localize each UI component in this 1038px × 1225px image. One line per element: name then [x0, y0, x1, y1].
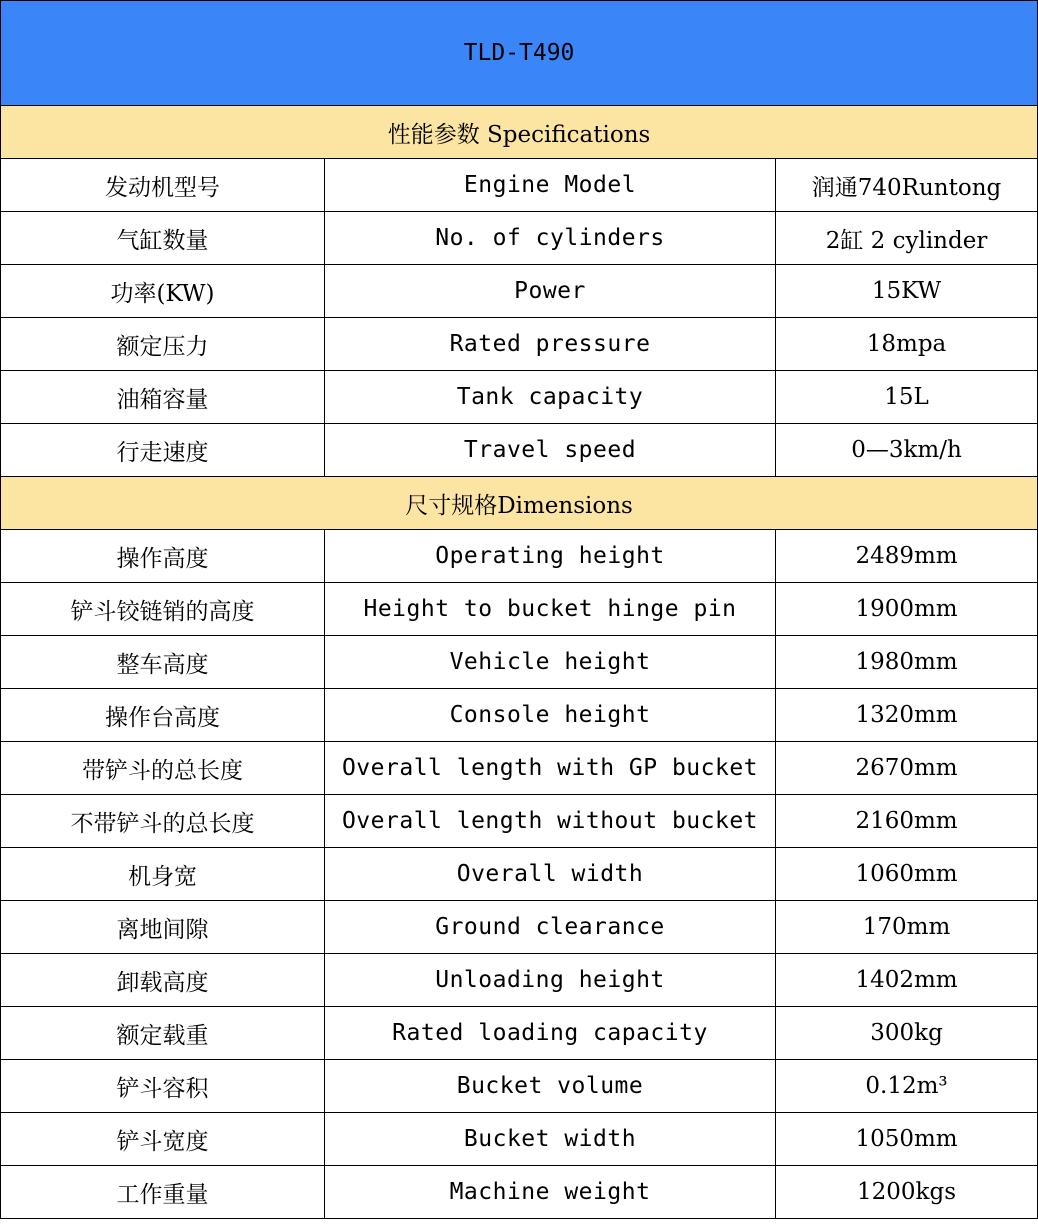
table-row: [1, 424, 1038, 477]
row-en-label: Overall length without bucket: [325, 795, 776, 848]
table-row: [1, 583, 1038, 636]
row-cn-label: 不带铲斗的总长度: [1, 795, 325, 848]
row-value: 2160mm: [776, 795, 1038, 848]
table-row: [1, 1007, 1038, 1060]
row-en-label: Power: [325, 265, 776, 318]
row-cn-label: 铲斗宽度: [1, 1113, 325, 1166]
row-en-label: Bucket width: [325, 1113, 776, 1166]
row-value: 1060mm: [776, 848, 1038, 901]
row-en-label: Overall width: [325, 848, 776, 901]
section-header-row: [1, 106, 1038, 159]
row-cn-label: 离地间隙: [1, 901, 325, 954]
row-cn-label: 行走速度: [1, 424, 325, 477]
row-cn-label: 额定载重: [1, 1007, 325, 1060]
row-value: 15L: [776, 371, 1038, 424]
table-row: [1, 1113, 1038, 1166]
row-value: 18mpa: [776, 318, 1038, 371]
table-row: [1, 212, 1038, 265]
row-cn-label: 发动机型号: [1, 159, 325, 212]
table-row: [1, 371, 1038, 424]
row-cn-label: 带铲斗的总长度: [1, 742, 325, 795]
row-en-label: Rated pressure: [325, 318, 776, 371]
row-value: 1200kgs: [776, 1166, 1038, 1219]
table-row: [1, 901, 1038, 954]
row-value: 1402mm: [776, 954, 1038, 1007]
section-heading-specifications: 性能参数 Specifications: [1, 106, 1038, 159]
row-cn-label: 功率(KW): [1, 265, 325, 318]
row-value: 15KW: [776, 265, 1038, 318]
table-row: [1, 848, 1038, 901]
row-en-label: Height to bucket hinge pin: [325, 583, 776, 636]
page-title: TLD-T490: [1, 1, 1038, 106]
row-value: 1980mm: [776, 636, 1038, 689]
section-heading-dimensions: 尺寸规格Dimensions: [1, 477, 1038, 530]
table-row: [1, 954, 1038, 1007]
row-en-label: No. of cylinders: [325, 212, 776, 265]
title-row: [1, 1, 1038, 106]
table-row: [1, 1060, 1038, 1113]
row-value: 2489mm: [776, 530, 1038, 583]
row-en-label: Rated loading capacity: [325, 1007, 776, 1060]
row-value: 170mm: [776, 901, 1038, 954]
table-row: [1, 795, 1038, 848]
row-en-label: Overall length with GP bucket: [325, 742, 776, 795]
row-en-label: Ground clearance: [325, 901, 776, 954]
table-row: [1, 1166, 1038, 1219]
row-value: 1900mm: [776, 583, 1038, 636]
row-en-label: Tank capacity: [325, 371, 776, 424]
table-row: [1, 530, 1038, 583]
row-value: 1050mm: [776, 1113, 1038, 1166]
row-cn-label: 机身宽: [1, 848, 325, 901]
table-row: [1, 742, 1038, 795]
spec-table-body: [1, 1, 1038, 1219]
section-header-row: [1, 477, 1038, 530]
row-en-label: Travel speed: [325, 424, 776, 477]
row-en-label: Operating height: [325, 530, 776, 583]
row-value: 润通740Runtong: [776, 159, 1038, 212]
row-cn-label: 油箱容量: [1, 371, 325, 424]
row-value: 300kg: [776, 1007, 1038, 1060]
table-row: [1, 636, 1038, 689]
row-cn-label: 气缸数量: [1, 212, 325, 265]
row-value: 0—3km/h: [776, 424, 1038, 477]
row-value: 1320mm: [776, 689, 1038, 742]
row-en-label: Engine Model: [325, 159, 776, 212]
row-value: 0.12m³: [776, 1060, 1038, 1113]
row-en-label: Vehicle height: [325, 636, 776, 689]
table-row: [1, 159, 1038, 212]
row-cn-label: 卸载高度: [1, 954, 325, 1007]
row-value: 2缸 2 cylinder: [776, 212, 1038, 265]
row-cn-label: 操作高度: [1, 530, 325, 583]
row-cn-label: 整车高度: [1, 636, 325, 689]
row-en-label: Console height: [325, 689, 776, 742]
row-cn-label: 铲斗容积: [1, 1060, 325, 1113]
row-en-label: Machine weight: [325, 1166, 776, 1219]
row-en-label: Unloading height: [325, 954, 776, 1007]
table-row: [1, 689, 1038, 742]
table-row: [1, 265, 1038, 318]
row-cn-label: 铲斗铰链销的高度: [1, 583, 325, 636]
row-en-label: Bucket volume: [325, 1060, 776, 1113]
row-value: 2670mm: [776, 742, 1038, 795]
table-row: [1, 318, 1038, 371]
row-cn-label: 操作台高度: [1, 689, 325, 742]
row-cn-label: 工作重量: [1, 1166, 325, 1219]
row-cn-label: 额定压力: [1, 318, 325, 371]
